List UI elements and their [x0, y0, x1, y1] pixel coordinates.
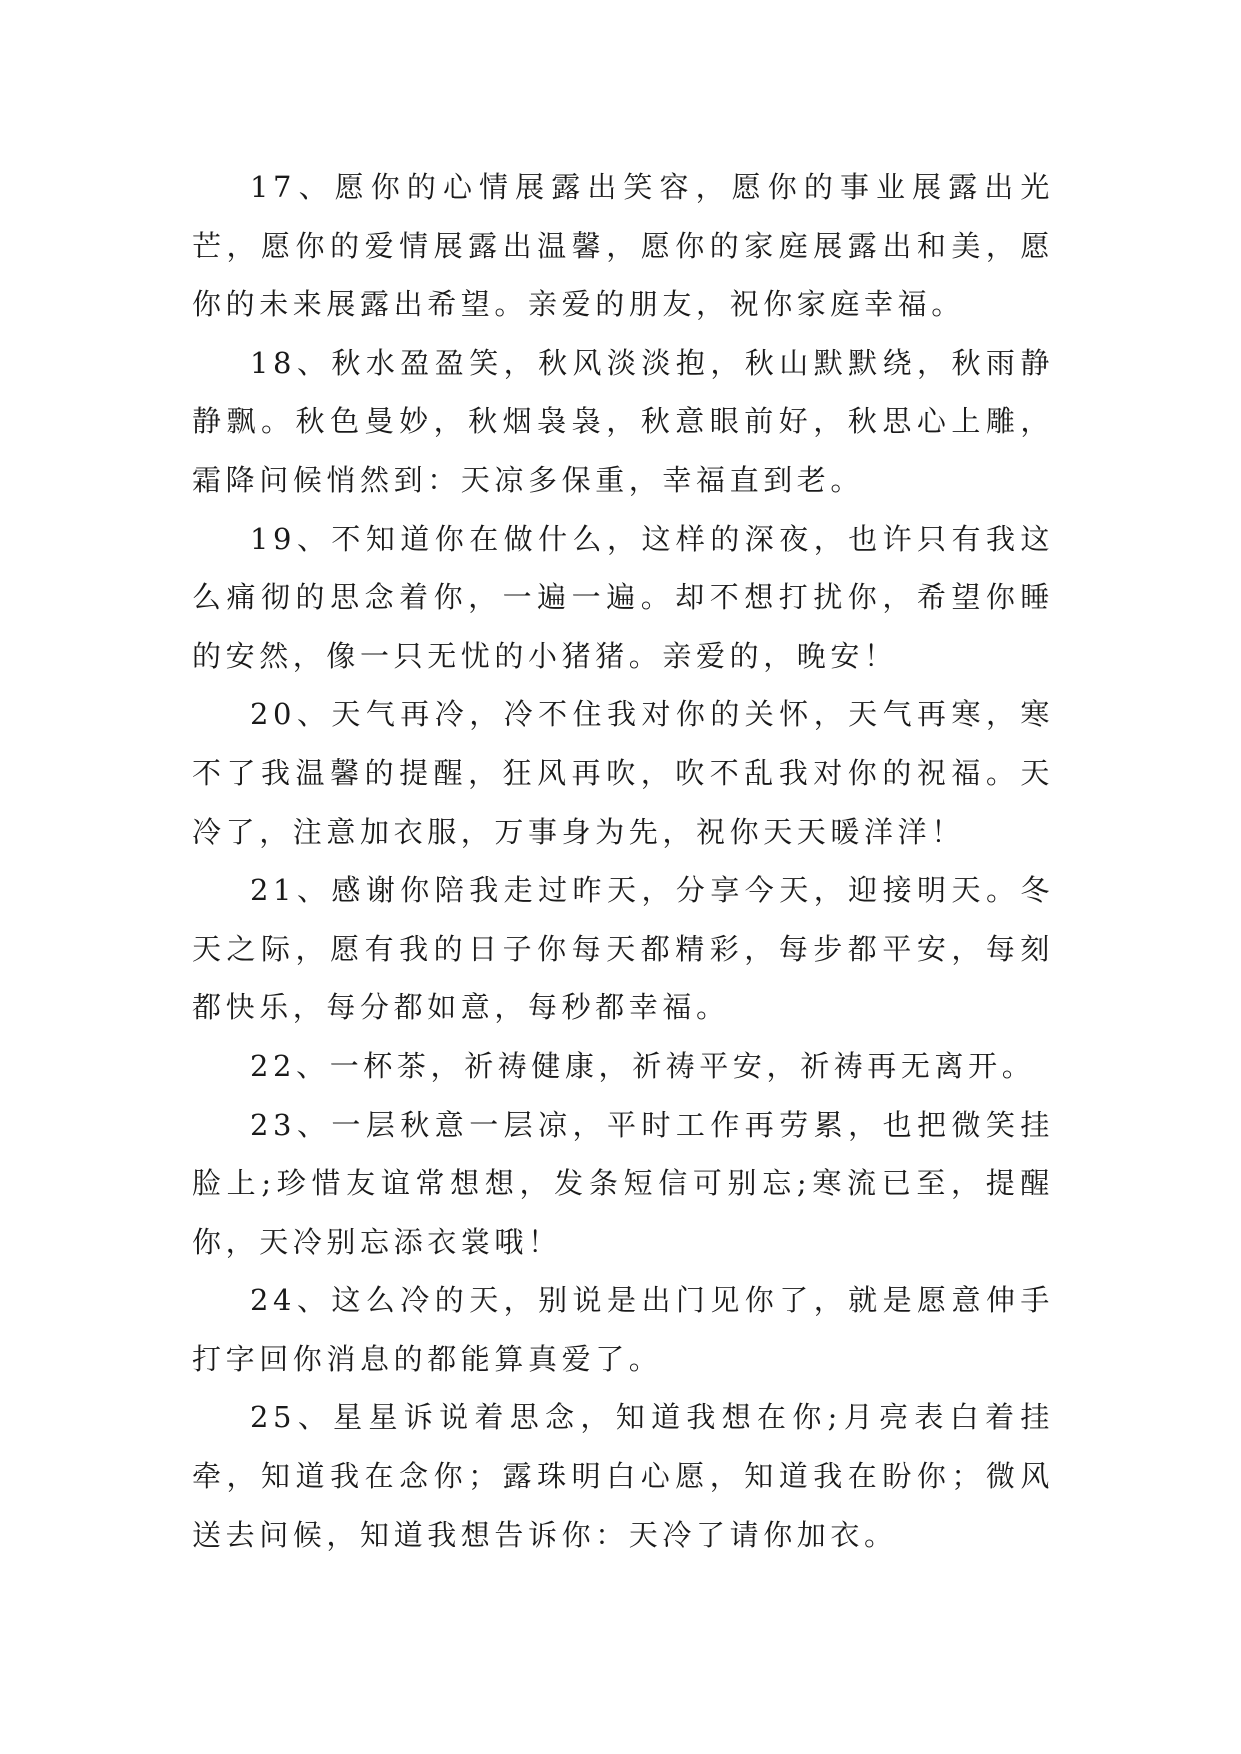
paragraph-22: 22、一杯茶，祈祷健康，祈祷平安，祈祷再无离开。 [250, 1048, 1036, 1083]
paragraph-19: 19、不知道你在做什么，这样的深夜，也许只有我这么痛彻的思念着你，一遍一遍。却不想打扰你，希望你睡的安然，像一只无忧的小猪猪。亲爱的，晚安！ [192, 521, 1054, 673]
document-body [192, 158, 1054, 1564]
paragraph-21: 21、感谢你陪我走过昨天，分享今天，迎接明天。冬天之际，愿有我的日子你每天都精彩，每步都平安，每刻都快乐，每分都如意，每秒都幸福。 [192, 873, 1054, 1025]
paragraph-17: 17、愿你的心情展露出笑容，愿你的事业展露出光芒，愿你的爱情展露出温馨，愿你的家庭展露出和美，愿你的未来展露出希望。亲爱的朋友，祝你家庭幸福。 [192, 170, 1054, 322]
paragraph-24: 24、这么冷的天，别说是出门见你了，就是愿意伸手打字回你消息的都能算真爱了。 [192, 1283, 1054, 1376]
paragraph-20: 20、天气再冷，冷不住我对你的关怀，天气再寒，寒不了我温馨的提醒，狂风再吹，吹不乱我对你的祝福。天冷了，注意加衣服，万事身为先，祝你天天暖洋洋！ [192, 697, 1054, 849]
paragraph-25: 25、星星诉说着思念，知道我想在你;月亮表白着挂牵，知道我在念你；露珠明白心愿，知道我在盼你；微风送去问候，知道我想告诉你：天冷了请你加衣。 [192, 1400, 1054, 1552]
paragraph-18: 18、秋水盈盈笑，秋风淡淡抱，秋山默默绕，秋雨静静飘。秋色曼妙，秋烟袅袅，秋意眼前好，秋思心上雕，霜降问候悄然到：天凉多保重，幸福直到老。 [192, 345, 1054, 497]
paragraph-23: 23、一层秋意一层凉，平时工作再劳累，也把微笑挂脸上;珍惜友谊常想想，发条短信可别忘;寒流已至，提醒你，天冷别忘添衣裳哦！ [192, 1107, 1054, 1259]
